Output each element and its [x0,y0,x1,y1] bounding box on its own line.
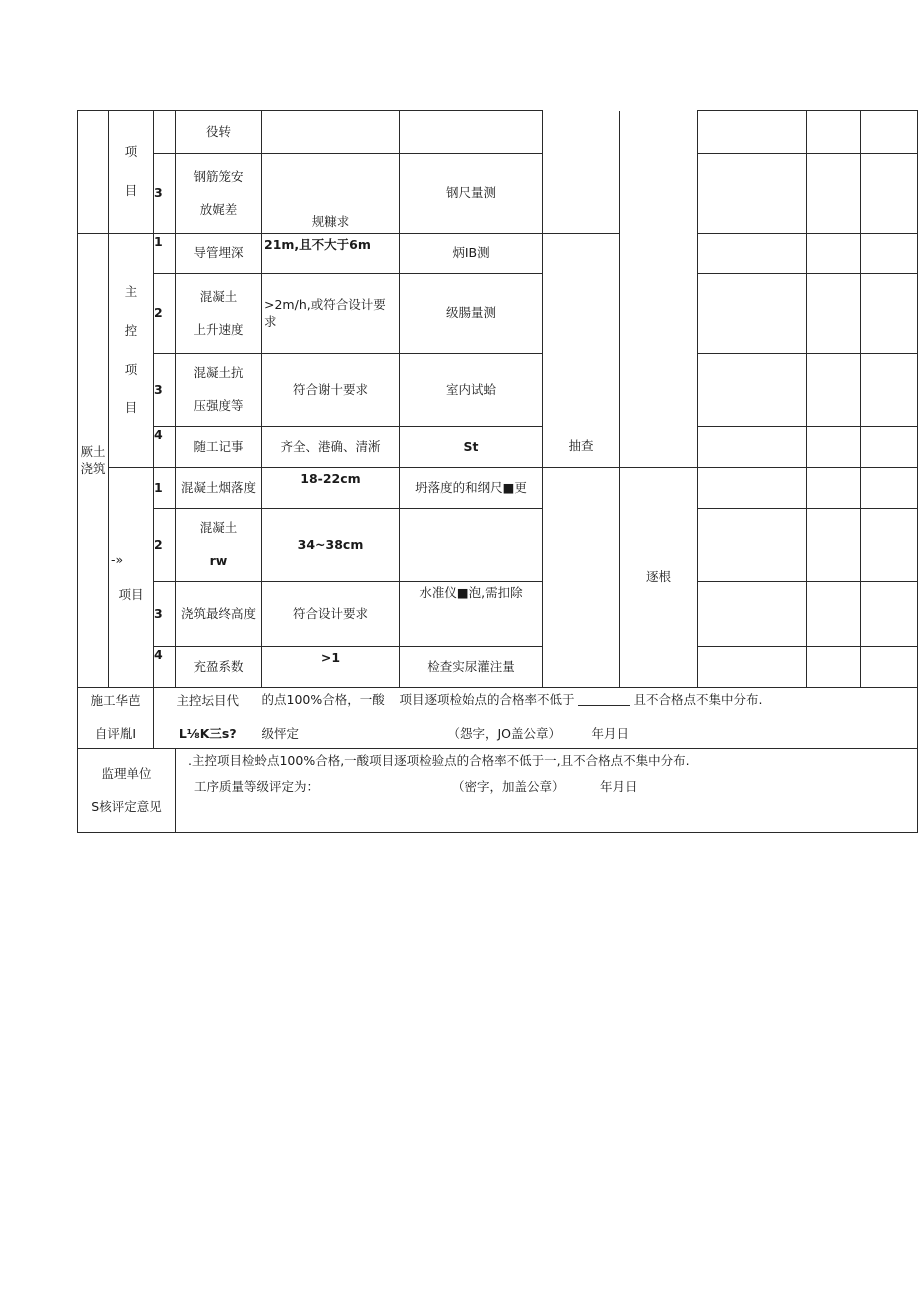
blank-cell [543,468,620,688]
blank-cell [807,111,861,154]
table-row [78,234,918,274]
method-cell: 炳IB测 [400,234,543,274]
row-number: 2 [154,274,176,354]
check-item: 钢筋笼安 放娓差 [176,154,262,234]
table-row [78,154,918,234]
blank-cell [861,647,918,688]
check-item: 混凝土烟落度 [176,468,262,509]
blank-cell [807,468,861,509]
check-item: 役转 [176,111,262,154]
check-item: 混凝土抗 压强度等 [176,354,262,427]
standard-cell: 齐全、港确、清淅 [262,427,400,468]
row-number: 3 [154,582,176,647]
row-number: 3 [154,354,176,427]
standard-cell: 符合谢十要求 [262,354,400,427]
blank-cell [698,647,807,688]
table-row [78,509,918,582]
blank-cell [620,234,698,468]
blank-cell [807,274,861,354]
standard-cell [262,111,400,154]
frequency-cell [543,234,620,427]
blank-cell [807,582,861,647]
frequency-cell: 逐根 [620,468,698,688]
method-cell: 钢尺量测 [400,154,543,234]
blank-cell [698,274,807,354]
method-cell [400,111,543,154]
check-item: 充盈系数 [176,647,262,688]
blank-cell [698,154,807,234]
blank-cell [861,154,918,234]
inspection-table [77,110,918,833]
row-number [154,111,176,154]
method-cell: St [400,427,543,468]
check-item: 混凝土 rw [176,509,262,582]
method-cell: 级腸量测 [400,274,543,354]
supervision-text: .主控项目检蛉点100%合格,一酸项目逐项检验点的合格率不低于一,且不合格点不集中分布. 工序质量等级评定为： （密字，加盖公章） 年月日 [176,749,918,833]
blank-cell [861,509,918,582]
standard-cell: 符合设计要求 [262,582,400,647]
method-cell: 坍落度的和纲尺■更 [400,468,543,509]
frequency-cell: 抽查 [543,427,620,468]
blank-cell [861,427,918,468]
blank-cell [698,582,807,647]
blank-cell [807,509,861,582]
blank-cell [620,111,698,234]
construction-eval-label: 施工华芭 自评胤I [78,688,154,749]
blank-cell [861,354,918,427]
blank-cell [698,468,807,509]
blank-cell [861,468,918,509]
method-cell: 检查实尿灌注量 [400,647,543,688]
method-cell: 室内试蛤 [400,354,543,427]
row-number: 4 [154,427,176,468]
blank-cell [807,154,861,234]
blank-cell [698,354,807,427]
frequency-cell [543,111,620,234]
blank-cell [807,354,861,427]
check-item: 浇筑最终高度 [176,582,262,647]
blank-cell [861,234,918,274]
blank-cell [861,111,918,154]
table-row [78,427,918,468]
row-number: 2 [154,509,176,582]
construction-eval-text: 的点100%合格，一酸 项目逐项检始点的合格率不低于 且不合格点不集中分布. 级怦定 （怨字，JO盖公章） 年月日 [262,688,918,749]
blank-cell [807,647,861,688]
blank-cell [698,427,807,468]
supervision-label: 监理单位 S核评定意见 [78,749,176,833]
standard-cell: >2m/h,或符合设计要求 [262,274,400,354]
method-cell: 水准仪■泡,需扣除 [400,582,543,647]
method-cell [400,509,543,582]
table-row [78,468,918,509]
general-label: -» 项目 [109,468,154,688]
table-row [78,582,918,647]
table-row [78,354,918,427]
standard-cell: 21m,且不大于6m [262,234,400,274]
table-row [78,647,918,688]
blank-cell [861,582,918,647]
top-section-label: 项 目 [109,111,154,234]
standard-cell: 规糠求 [262,154,400,234]
blank-cell [78,111,109,234]
blank-cell [698,234,807,274]
construction-eval-sub: 主控坛目代 L⅛K三s? [154,688,262,749]
row-number: 3 [154,154,176,234]
table-row [78,274,918,354]
row-number: 1 [154,234,176,274]
standard-cell: 34~38cm [262,509,400,582]
group-label: 厥土 浇筑 [78,234,109,688]
blank-cell [861,274,918,354]
table-row [78,111,918,154]
main-control-label: 主 控 项 目 [109,234,154,468]
check-item: 随工记事 [176,427,262,468]
construction-eval-row [78,688,918,749]
standard-cell: >1 [262,647,400,688]
row-number: 4 [154,647,176,688]
blank-cell [698,509,807,582]
check-item: 导管埋深 [176,234,262,274]
standard-cell: 18-22cm [262,468,400,509]
check-item: 混凝土 上升速度 [176,274,262,354]
blank-cell [807,234,861,274]
blank-cell [698,111,807,154]
blank-underline [578,705,630,706]
blank-cell [807,427,861,468]
supervision-row [78,749,918,833]
row-number: 1 [154,468,176,509]
